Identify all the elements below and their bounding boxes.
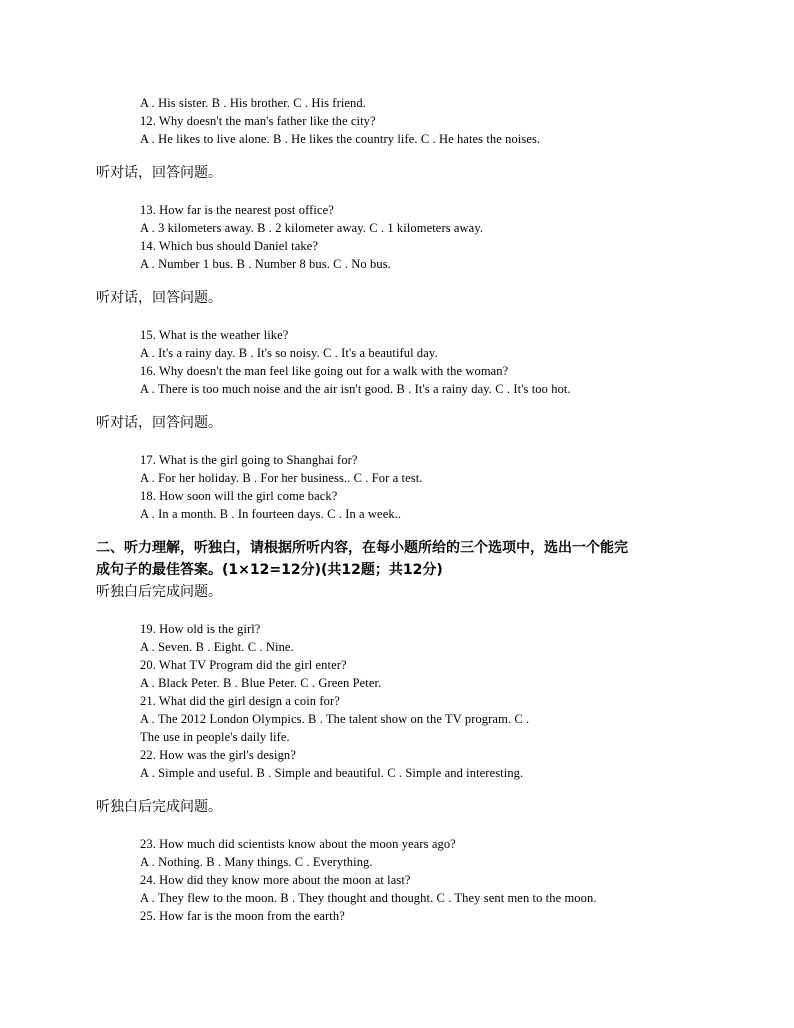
- q23-question: 23. How much did scientists know about the moon years ago?: [140, 837, 456, 851]
- instruction-dialogue: 听对话，回答问题。: [96, 290, 222, 306]
- q11-options: A . His sister. B . His brother. C . His friend.: [140, 96, 366, 110]
- q15-options: A . It's a rainy day. B . It's so noisy. C . It's a beautiful day.: [140, 346, 438, 360]
- q22-options: A . Simple and useful. B . Simple and beautiful. C . Simple and interesting.: [140, 766, 524, 780]
- q21-options-continued: The use in people's daily life.: [140, 730, 290, 744]
- q18-options: A . In a month. B . In fourteen days. C . In a week..: [140, 507, 402, 521]
- instruction-monologue: 听独白后完成问题。: [96, 584, 222, 600]
- q17-question: 17. What is the girl going to Shanghai for?: [140, 453, 358, 467]
- q19-question: 19. How old is the girl?: [140, 622, 261, 636]
- q19-options: A . Seven. B . Eight. C . Nine.: [140, 640, 294, 654]
- q25-question: 25. How far is the moon from the earth?: [140, 909, 345, 923]
- q14-question: 14. Which bus should Daniel take?: [140, 239, 319, 253]
- q12-question: 12. Why doesn't the man's father like the city?: [140, 114, 376, 128]
- q17-options: A . For her holiday. B . For her business.. C . For a test.: [140, 471, 423, 485]
- q13-options: A . 3 kilometers away. B . 2 kilometer away. C . 1 kilometers away.: [140, 221, 484, 235]
- q21-question: 21. What did the girl design a coin for?: [140, 694, 340, 708]
- q18-question: 18. How soon will the girl come back?: [140, 489, 338, 503]
- q24-question: 24. How did they know more about the moon at last?: [140, 873, 411, 887]
- q16-question: 16. Why doesn't the man feel like going out for a walk with the woman?: [140, 364, 509, 378]
- section-heading-continued: 成句子的最佳答案。(1×12=12分)(共12题；共12分): [96, 562, 443, 578]
- q24-options: A . They flew to the moon. B . They thought and thought. C . They sent men to the moon.: [140, 891, 597, 905]
- instruction-monologue: 听独白后完成问题。: [96, 799, 222, 815]
- q23-options: A . Nothing. B . Many things. C . Everything.: [140, 855, 373, 869]
- instruction-dialogue: 听对话，回答问题。: [96, 165, 222, 181]
- q15-question: 15. What is the weather like?: [140, 328, 289, 342]
- q13-question: 13. How far is the nearest post office?: [140, 203, 334, 217]
- instruction-dialogue: 听对话，回答问题。: [96, 415, 222, 431]
- q12-options: A . He likes to live alone. B . He likes the country life. C . He hates the noises.: [140, 132, 541, 146]
- q20-options: A . Black Peter. B . Blue Peter. C . Green Peter.: [140, 676, 382, 690]
- q14-options: A . Number 1 bus. B . Number 8 bus. C . No bus.: [140, 257, 391, 271]
- q22-question: 22. How was the girl's design?: [140, 748, 296, 762]
- section-heading: 二、听力理解，听独白，请根据所听内容，在每小题所给的三个选项中，选出一个能完: [96, 540, 628, 556]
- q20-question: 20. What TV Program did the girl enter?: [140, 658, 347, 672]
- q16-options: A . There is too much noise and the air isn't good. B . It's a rainy day. C . It's too hot.: [140, 382, 571, 396]
- q21-options: A . The 2012 London Olympics. B . The talent show on the TV program. C .: [140, 712, 530, 726]
